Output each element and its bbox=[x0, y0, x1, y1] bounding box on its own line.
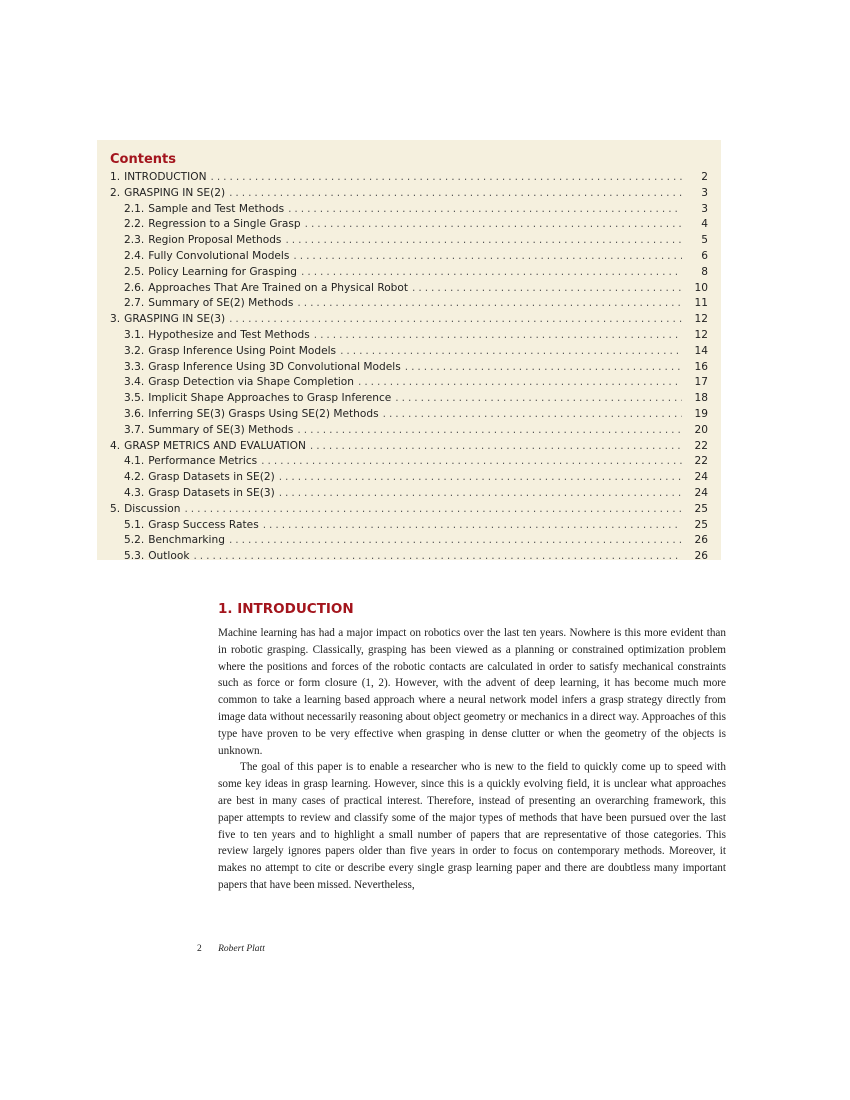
toc-entry[interactable] bbox=[110, 312, 708, 328]
toc-entry[interactable] bbox=[110, 233, 708, 249]
toc-entry-number: 4.1. bbox=[124, 455, 145, 468]
toc-leader-dots bbox=[412, 281, 682, 297]
toc-entry-title[interactable]: Regression to a Single Grasp bbox=[148, 218, 301, 231]
toc-leader-dots bbox=[297, 423, 682, 439]
toc-leader-dots bbox=[184, 502, 682, 518]
toc-entry-page[interactable]: 24 bbox=[694, 486, 708, 499]
toc-entry-page[interactable]: 26 bbox=[694, 534, 708, 547]
toc-entry-page[interactable]: 4 bbox=[701, 218, 708, 231]
toc-entry-number: 2.3. bbox=[124, 234, 145, 247]
toc-entry-page[interactable]: 10 bbox=[694, 281, 708, 294]
toc-leader-dots bbox=[288, 202, 682, 218]
toc-leader-dots bbox=[279, 470, 682, 486]
toc-entry[interactable] bbox=[110, 518, 708, 534]
toc-entry[interactable] bbox=[110, 186, 708, 202]
toc-entry[interactable] bbox=[110, 391, 708, 407]
toc-entry[interactable] bbox=[110, 486, 708, 502]
toc-entry-title[interactable]: Discussion bbox=[124, 502, 181, 515]
toc-leader-dots bbox=[301, 265, 682, 281]
toc-entry-title[interactable]: Grasp Detection via Shape Completion bbox=[148, 376, 355, 389]
toc-entry[interactable] bbox=[110, 470, 708, 486]
toc-leader-dots bbox=[261, 454, 682, 470]
toc-entry-number: 5.1. bbox=[124, 518, 145, 531]
toc-entry-number: 3.2. bbox=[124, 344, 145, 357]
toc-entry-title[interactable]: Summary of SE(3) Methods bbox=[148, 423, 294, 436]
toc-entry-title[interactable]: Grasp Datasets in SE(3) bbox=[148, 486, 275, 499]
toc-entry-page[interactable]: 16 bbox=[694, 360, 708, 373]
toc-entry-title[interactable]: INTRODUCTION bbox=[124, 171, 207, 183]
toc-entry[interactable] bbox=[110, 170, 708, 186]
toc-entry-number: 3.6. bbox=[124, 407, 145, 420]
toc-leader-dots bbox=[383, 407, 682, 423]
toc-entry-number: 3. bbox=[110, 313, 121, 326]
toc-entry-page[interactable]: 26 bbox=[694, 550, 708, 563]
toc-leader-dots bbox=[310, 439, 682, 455]
toc-entry-number: 4. bbox=[110, 439, 121, 452]
toc-entry[interactable] bbox=[110, 533, 708, 549]
toc-entry-page[interactable]: 20 bbox=[694, 423, 708, 436]
toc-entry[interactable] bbox=[110, 296, 708, 312]
toc-entry-number: 3.1. bbox=[124, 328, 145, 341]
toc-entry-page[interactable]: 2 bbox=[701, 171, 708, 183]
body-text bbox=[218, 625, 726, 894]
running-author: Robert Platt bbox=[218, 944, 265, 954]
paragraph: Machine learning has had a major impact on robotics over the last ten years. Nowhere is this more evident than in robotic grasping. Classically, grasping has been viewed as a planning or constrained optimization problem where the positions and forces of the robotic contacts are calculated in order to satisfy mechanical constraints such as force or form closure (1, 2). However, with the advent of deep learning, it has become much more common to take a learning based approach where a neural network model infers a grasp strategy directly from image data without necessarily reasoning about object geometry or mechanics in a direct way. Approaches of this type have proven to be very effective when grasping in dense clutter or when the geometry of the objects is unknown. bbox=[218, 627, 726, 757]
toc-entry-page[interactable]: 11 bbox=[694, 297, 708, 310]
toc-entry-number: 2.4. bbox=[124, 249, 145, 262]
toc-leader-dots bbox=[279, 486, 682, 502]
toc-entry-title[interactable]: Policy Learning for Grasping bbox=[148, 265, 298, 278]
toc-entry-number: 1. bbox=[110, 171, 121, 183]
toc-entry-title[interactable]: Grasp Inference Using 3D Convolutional Models bbox=[148, 360, 401, 373]
toc-entry[interactable] bbox=[110, 217, 708, 233]
toc-leader-dots bbox=[340, 344, 682, 360]
toc-entry-title[interactable]: Sample and Test Methods bbox=[148, 202, 285, 215]
toc-entry-title[interactable]: GRASP METRICS AND EVALUATION bbox=[124, 439, 306, 452]
toc-entry-title[interactable]: GRASPING IN SE(2) bbox=[124, 186, 226, 199]
toc-entry-page[interactable]: 3 bbox=[701, 186, 708, 199]
toc-entry[interactable] bbox=[110, 423, 708, 439]
toc-entry-page[interactable]: 22 bbox=[694, 439, 708, 452]
toc-entry-page[interactable]: 25 bbox=[694, 518, 708, 531]
toc-heading: Contents bbox=[110, 152, 176, 167]
toc-entry-page[interactable]: 19 bbox=[694, 407, 708, 420]
toc-list bbox=[110, 170, 708, 565]
toc-entry-number: 5. bbox=[110, 502, 121, 515]
toc-entry-page[interactable]: 24 bbox=[694, 471, 708, 484]
toc-leader-dots bbox=[193, 549, 682, 565]
toc-leader-dots bbox=[293, 249, 682, 265]
toc-entry-page[interactable]: 6 bbox=[701, 249, 708, 262]
toc-entry-page[interactable]: 3 bbox=[701, 202, 708, 215]
section-heading: 1. INTRODUCTION bbox=[218, 601, 354, 617]
toc-entry-number: 5.2. bbox=[124, 534, 145, 547]
toc-leader-dots bbox=[405, 360, 682, 376]
toc-entry-number: 2.6. bbox=[124, 281, 145, 294]
toc-entry-number: 2.7. bbox=[124, 297, 145, 310]
toc-entry[interactable] bbox=[110, 249, 708, 265]
toc-entry[interactable] bbox=[110, 439, 708, 455]
toc-entry[interactable] bbox=[110, 375, 708, 391]
toc-entry-number: 2. bbox=[110, 186, 121, 199]
toc-entry-number: 3.5. bbox=[124, 392, 145, 405]
toc-entry-title[interactable]: Approaches That Are Trained on a Physical Robot bbox=[148, 281, 409, 294]
toc-entry-title[interactable]: Grasp Success Rates bbox=[148, 518, 259, 531]
toc-entry[interactable] bbox=[110, 328, 708, 344]
toc-entry-number: 2.2. bbox=[124, 218, 145, 231]
toc-leader-dots bbox=[229, 533, 682, 549]
toc-entry[interactable] bbox=[110, 360, 708, 376]
toc-entry-number: 3.4. bbox=[124, 376, 145, 389]
toc-entry-title[interactable]: GRASPING IN SE(3) bbox=[124, 313, 226, 326]
toc-entry-page[interactable]: 14 bbox=[694, 344, 708, 357]
toc-entry-page[interactable]: 12 bbox=[694, 313, 708, 326]
toc-entry-number: 4.2. bbox=[124, 471, 145, 484]
toc-entry-page[interactable]: 12 bbox=[694, 328, 708, 341]
toc-entry[interactable] bbox=[110, 454, 708, 470]
toc-leader-dots bbox=[305, 217, 682, 233]
toc-entry-title[interactable]: Benchmarking bbox=[148, 534, 225, 547]
toc-entry[interactable] bbox=[110, 407, 708, 423]
page-footer bbox=[197, 944, 265, 954]
toc-entry-number: 3.7. bbox=[124, 423, 145, 436]
toc-leader-dots bbox=[314, 328, 682, 344]
toc-entry-title[interactable]: Performance Metrics bbox=[148, 455, 258, 468]
toc-entry-page[interactable]: 17 bbox=[694, 376, 708, 389]
toc-entry[interactable] bbox=[110, 502, 708, 518]
toc-entry-title[interactable]: Region Proposal Methods bbox=[148, 234, 282, 247]
toc-entry-number: 4.3. bbox=[124, 486, 145, 499]
toc-entry-page[interactable]: 25 bbox=[694, 502, 708, 515]
toc-entry-number: 5.3. bbox=[124, 550, 145, 563]
toc-entry-title[interactable]: Inferring SE(3) Grasps Using SE(2) Methods bbox=[148, 407, 379, 420]
toc-entry[interactable] bbox=[110, 281, 708, 297]
toc-entry-page[interactable]: 5 bbox=[701, 234, 708, 247]
toc-entry-title[interactable]: Grasp Datasets in SE(2) bbox=[148, 471, 275, 484]
toc-leader-dots bbox=[263, 518, 682, 534]
toc-entry[interactable] bbox=[110, 344, 708, 360]
toc-entry-page[interactable]: 18 bbox=[694, 392, 708, 405]
toc-entry-title[interactable]: Implicit Shape Approaches to Grasp Inference bbox=[148, 392, 392, 405]
toc-entry-number: 3.3. bbox=[124, 360, 145, 373]
toc-leader-dots bbox=[229, 186, 682, 202]
toc-leader-dots bbox=[358, 375, 682, 391]
toc-leader-dots bbox=[285, 233, 682, 249]
toc-leader-dots bbox=[297, 296, 682, 312]
toc-entry-page[interactable]: 22 bbox=[694, 455, 708, 468]
toc-entry-title[interactable]: Summary of SE(2) Methods bbox=[148, 297, 294, 310]
toc-entry[interactable] bbox=[110, 202, 708, 218]
toc-leader-dots bbox=[395, 391, 682, 407]
toc-leader-dots bbox=[229, 312, 682, 328]
toc-entry-page[interactable]: 8 bbox=[701, 265, 708, 278]
toc-entry-title[interactable]: Grasp Inference Using Point Models bbox=[148, 344, 337, 357]
toc-entry[interactable] bbox=[110, 549, 708, 565]
toc-entry-title[interactable]: Hypothesize and Test Methods bbox=[148, 328, 310, 341]
table-of-contents bbox=[97, 140, 721, 563]
toc-entry-title[interactable]: Fully Convolutional Models bbox=[148, 249, 290, 262]
paragraph: The goal of this paper is to enable a researcher who is new to the field to quickly come up to speed with some key ideas in grasp learning. However, since this is a quickly evolving field, it is unclear what approaches are best in many cases of practical interest. Therefore, instead of presenting an overarching framework, this paper attempts to review and classify some of the major types of methods that have been pursued over the last five to ten years and to highlight a small number of papers that are representative of those categories. This review largely ignores papers older than five years in order to focus on contemporary methods. Moreover, it makes no attempt to cite or describe every single grasp learning paper and there are doubtless many important papers that have been missed. Nevertheless, bbox=[218, 761, 726, 891]
toc-entry-number: 2.1. bbox=[124, 202, 145, 215]
toc-leader-dots bbox=[211, 170, 683, 186]
page-number: 2 bbox=[197, 944, 202, 954]
toc-entry[interactable] bbox=[110, 265, 708, 281]
toc-entry-number: 2.5. bbox=[124, 265, 145, 278]
toc-entry-title[interactable]: Outlook bbox=[148, 550, 190, 563]
